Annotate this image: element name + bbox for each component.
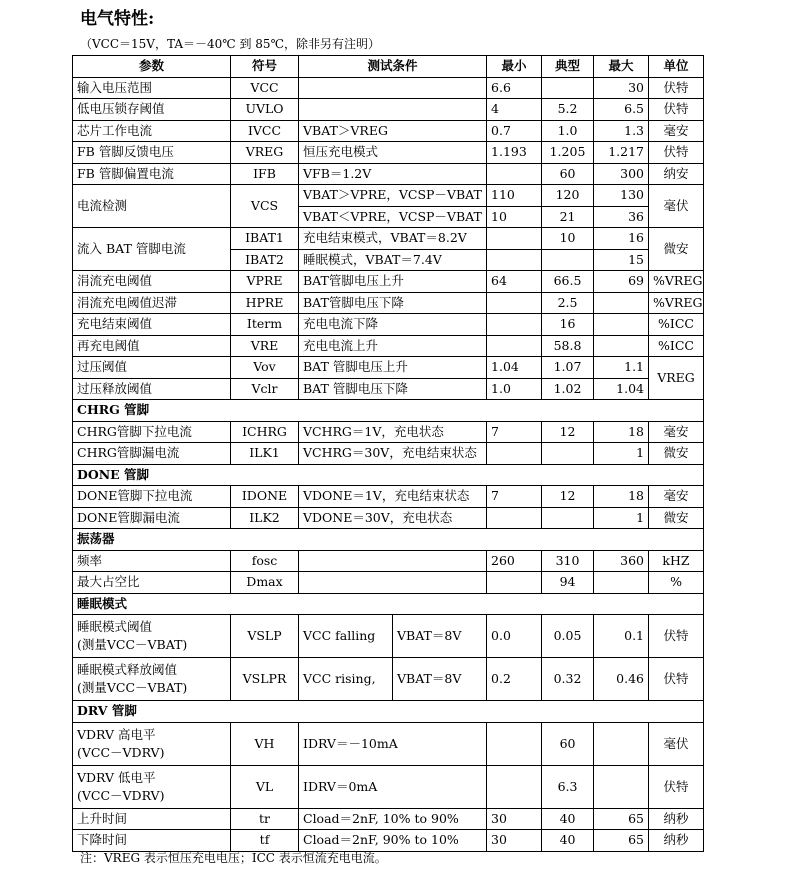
table-row (73, 507, 704, 529)
symbol-cell: Vclr (231, 378, 299, 400)
min-cell (487, 443, 542, 465)
min-cell: 1.04 (487, 357, 542, 379)
param-cell: 输入电压范围 (73, 77, 231, 99)
condition-cell: Cload＝2nF, 10% to 90% (299, 808, 487, 830)
unit-cell: %VREG (649, 292, 704, 314)
condition-cell: VCC falling (299, 615, 393, 658)
param-line-1: 睡眠模式释放阈值 (77, 662, 178, 677)
unit-cell: 伏特 (649, 142, 704, 164)
col-header-typ: 典型 (542, 56, 594, 78)
table-row (73, 830, 704, 852)
condition-cell: 充电电流上升 (299, 335, 487, 357)
symbol-cell: ILK2 (231, 507, 299, 529)
unit-cell: 伏特 (649, 765, 704, 808)
min-cell: 4 (487, 99, 542, 121)
condition-cell: IDRV＝－10mA (299, 722, 487, 765)
typ-cell (542, 77, 594, 99)
symbol-cell: VSLP (231, 615, 299, 658)
unit-cell: 毫伏 (649, 185, 704, 228)
max-cell: 65 (594, 830, 649, 852)
max-cell (594, 765, 649, 808)
max-cell: 30 (594, 77, 649, 99)
unit-cell: %ICC (649, 314, 704, 336)
typ-cell (542, 443, 594, 465)
condition-cell (299, 99, 487, 121)
symbol-cell: VSLPR (231, 658, 299, 701)
symbol-cell: HPRE (231, 292, 299, 314)
unit-cell: 微安 (649, 443, 704, 465)
min-cell (487, 507, 542, 529)
table-row (73, 99, 704, 121)
max-cell: 300 (594, 163, 649, 185)
table-row (73, 120, 704, 142)
typ-cell: 12 (542, 421, 594, 443)
table-header-row (73, 56, 704, 78)
condition-cell (299, 77, 487, 99)
symbol-cell: tf (231, 830, 299, 852)
symbol-cell: VRE (231, 335, 299, 357)
typ-cell: 5.2 (542, 99, 594, 121)
param-cell (73, 658, 231, 701)
section-drv-pin: DRV 管脚 (73, 701, 704, 723)
min-cell: 7 (487, 486, 542, 508)
max-cell: 1 (594, 507, 649, 529)
param-cell: 涓流充电阈值 (73, 271, 231, 293)
table-row (73, 808, 704, 830)
unit-cell: 微安 (649, 228, 704, 271)
min-cell (487, 249, 542, 271)
param-cell: 下降时间 (73, 830, 231, 852)
min-cell (487, 572, 542, 594)
col-header-min: 最小 (487, 56, 542, 78)
section-oscillator: 振荡器 (73, 529, 704, 551)
col-header-unit: 单位 (649, 56, 704, 78)
typ-cell: 40 (542, 808, 594, 830)
symbol-cell: VPRE (231, 271, 299, 293)
param-cell: 流入 BAT 管脚电流 (73, 228, 231, 271)
typ-cell: 40 (542, 830, 594, 852)
col-header-param: 参数 (73, 56, 231, 78)
table-row (73, 378, 704, 400)
param-line-2: (VCC－VDRV) (77, 787, 165, 803)
col-header-max: 最大 (594, 56, 649, 78)
condition-cell: VBAT＞VREG (299, 120, 487, 142)
typ-cell: 12 (542, 486, 594, 508)
param-line-2: (测量VCC－VBAT) (77, 680, 188, 695)
max-cell: 1.3 (594, 120, 649, 142)
symbol-cell: VL (231, 765, 299, 808)
table-row (73, 271, 704, 293)
min-cell: 1.193 (487, 142, 542, 164)
table-row (73, 163, 704, 185)
symbol-cell: VCS (231, 185, 299, 228)
max-cell (594, 335, 649, 357)
typ-cell: 1.07 (542, 357, 594, 379)
param-line-1: VDRV 低电平 (77, 769, 156, 785)
condition-cell: VFB＝1.2V (299, 163, 487, 185)
condition-cell: 睡眠模式，VBAT＝7.4V (299, 249, 487, 271)
condition-cell: 恒压充电模式 (299, 142, 487, 164)
condition-cell: 充电电流下降 (299, 314, 487, 336)
param-cell: 再充电阈值 (73, 335, 231, 357)
table-row (73, 185, 704, 207)
typ-cell: 0.05 (542, 615, 594, 658)
condition-cell: VCHRG＝30V，充电结束状态 (299, 443, 487, 465)
unit-cell: 伏特 (649, 658, 704, 701)
param-cell: FB 管脚偏置电流 (73, 163, 231, 185)
min-cell: 0.2 (487, 658, 542, 701)
condition-cell: VBAT＝8V (393, 615, 487, 658)
typ-cell: 58.8 (542, 335, 594, 357)
param-line-2: (VCC－VDRV) (77, 744, 165, 760)
condition-cell (299, 572, 487, 594)
symbol-cell: Dmax (231, 572, 299, 594)
table-row (73, 421, 704, 443)
param-cell: 芯片工作电流 (73, 120, 231, 142)
symbol-cell: IVCC (231, 120, 299, 142)
table-row (73, 443, 704, 465)
table-row (73, 357, 704, 379)
symbol-cell: IDONE (231, 486, 299, 508)
table-row (73, 615, 704, 658)
min-cell: 30 (487, 808, 542, 830)
typ-cell: 0.32 (542, 658, 594, 701)
typ-cell: 60 (542, 722, 594, 765)
min-cell: 110 (487, 185, 542, 207)
symbol-cell: tr (231, 808, 299, 830)
table-row (73, 77, 704, 99)
unit-cell: 伏特 (649, 99, 704, 121)
max-cell: 36 (594, 206, 649, 228)
electrical-characteristics-table (72, 55, 704, 852)
table-row (73, 572, 704, 594)
param-line-2: (测量VCC－VBAT) (77, 637, 188, 652)
min-cell: 0.7 (487, 120, 542, 142)
section-row (73, 400, 704, 422)
param-cell: 电流检测 (73, 185, 231, 228)
min-cell: 0.0 (487, 615, 542, 658)
section-row (73, 701, 704, 723)
param-cell (73, 765, 231, 808)
test-conditions: （VCC＝15V，TA＝－40℃ 到 85℃，除非另有注明） (80, 37, 380, 51)
typ-cell: 1.205 (542, 142, 594, 164)
max-cell: 6.5 (594, 99, 649, 121)
param-cell: 充电结束阈值 (73, 314, 231, 336)
table-row (73, 314, 704, 336)
condition-cell: VBAT＜VPRE，VCSP－VBAT (299, 206, 487, 228)
section-chrg-pin: CHRG 管脚 (73, 400, 704, 422)
symbol-cell: ILK1 (231, 443, 299, 465)
condition-cell: IDRV＝0mA (299, 765, 487, 808)
symbol-cell: fosc (231, 550, 299, 572)
condition-cell (299, 550, 487, 572)
max-cell (594, 292, 649, 314)
symbol-cell: UVLO (231, 99, 299, 121)
typ-cell: 1.02 (542, 378, 594, 400)
condition-cell: BAT管脚电压下降 (299, 292, 487, 314)
min-cell: 7 (487, 421, 542, 443)
typ-cell: 66.5 (542, 271, 594, 293)
unit-cell: 伏特 (649, 77, 704, 99)
unit-cell: VREG (649, 357, 704, 400)
section-done-pin: DONE 管脚 (73, 464, 704, 486)
symbol-cell: IFB (231, 163, 299, 185)
table-row (73, 765, 704, 808)
min-cell (487, 722, 542, 765)
section-row (73, 593, 704, 615)
col-header-conditions: 测试条件 (299, 56, 487, 78)
symbol-cell: Vov (231, 357, 299, 379)
table-row (73, 292, 704, 314)
symbol-cell: VREG (231, 142, 299, 164)
param-cell: 频率 (73, 550, 231, 572)
condition-cell: VCC rising, (299, 658, 393, 701)
param-cell: 过压释放阈值 (73, 378, 231, 400)
min-cell (487, 335, 542, 357)
param-line-1: 睡眠模式阈值 (77, 619, 153, 634)
symbol-cell: ICHRG (231, 421, 299, 443)
condition-cell: VBAT＞VPRE，VCSP－VBAT (299, 185, 487, 207)
unit-cell: 纳安 (649, 163, 704, 185)
typ-cell (542, 249, 594, 271)
condition-cell: 充电结束模式，VBAT＝8.2V (299, 228, 487, 250)
table-row (73, 335, 704, 357)
table-row (73, 142, 704, 164)
min-cell: 260 (487, 550, 542, 572)
section-row (73, 464, 704, 486)
min-cell: 64 (487, 271, 542, 293)
max-cell: 1.217 (594, 142, 649, 164)
condition-cell: Cload＝2nF, 90% to 10% (299, 830, 487, 852)
unit-cell: 纳秒 (649, 808, 704, 830)
table-row (73, 658, 704, 701)
min-cell (487, 292, 542, 314)
min-cell: 6.6 (487, 77, 542, 99)
max-cell (594, 572, 649, 594)
symbol-cell: IBAT1 (231, 228, 299, 250)
min-cell: 1.0 (487, 378, 542, 400)
param-cell: CHRG管脚漏电流 (73, 443, 231, 465)
typ-cell: 6.3 (542, 765, 594, 808)
typ-cell: 120 (542, 185, 594, 207)
typ-cell: 1.0 (542, 120, 594, 142)
max-cell (594, 722, 649, 765)
table-row (73, 550, 704, 572)
max-cell (594, 314, 649, 336)
unit-cell: 毫安 (649, 120, 704, 142)
unit-cell: 毫安 (649, 486, 704, 508)
condition-cell: VDONE＝30V，充电状态 (299, 507, 487, 529)
max-cell: 16 (594, 228, 649, 250)
table-row (73, 486, 704, 508)
col-header-symbol: 符号 (231, 56, 299, 78)
param-cell: 涓流充电阈值迟滞 (73, 292, 231, 314)
table-row (73, 722, 704, 765)
max-cell: 1.1 (594, 357, 649, 379)
unit-cell: %ICC (649, 335, 704, 357)
condition-cell: VCHRG＝1V，充电状态 (299, 421, 487, 443)
typ-cell: 2.5 (542, 292, 594, 314)
unit-cell: 纳秒 (649, 830, 704, 852)
max-cell: 18 (594, 421, 649, 443)
max-cell: 15 (594, 249, 649, 271)
param-cell: 过压阈值 (73, 357, 231, 379)
condition-cell: BAT 管脚电压上升 (299, 357, 487, 379)
max-cell: 360 (594, 550, 649, 572)
unit-cell: 毫安 (649, 421, 704, 443)
max-cell: 18 (594, 486, 649, 508)
unit-cell: %VREG (649, 271, 704, 293)
max-cell: 0.46 (594, 658, 649, 701)
unit-cell: 伏特 (649, 615, 704, 658)
max-cell: 1.04 (594, 378, 649, 400)
symbol-cell: IBAT2 (231, 249, 299, 271)
page-title: 电气特性: (80, 9, 155, 29)
min-cell: 10 (487, 206, 542, 228)
param-cell: 最大占空比 (73, 572, 231, 594)
max-cell: 0.1 (594, 615, 649, 658)
max-cell: 130 (594, 185, 649, 207)
min-cell: 30 (487, 830, 542, 852)
param-cell: FB 管脚反馈电压 (73, 142, 231, 164)
min-cell (487, 228, 542, 250)
typ-cell: 310 (542, 550, 594, 572)
unit-cell: 毫伏 (649, 722, 704, 765)
condition-cell: BAT管脚电压上升 (299, 271, 487, 293)
unit-cell: 微安 (649, 507, 704, 529)
condition-cell: VDONE＝1V，充电结束状态 (299, 486, 487, 508)
section-sleep-mode: 睡眠模式 (73, 593, 704, 615)
typ-cell: 60 (542, 163, 594, 185)
param-cell: DONE管脚漏电流 (73, 507, 231, 529)
max-cell: 65 (594, 808, 649, 830)
symbol-cell: Iterm (231, 314, 299, 336)
typ-cell: 10 (542, 228, 594, 250)
typ-cell (542, 507, 594, 529)
footnote: 注：VREG 表示恒压充电电压；ICC 表示恒流充电电流。 (80, 851, 387, 865)
param-cell (73, 615, 231, 658)
condition-cell: BAT 管脚电压下降 (299, 378, 487, 400)
typ-cell: 94 (542, 572, 594, 594)
min-cell (487, 765, 542, 808)
symbol-cell: VCC (231, 77, 299, 99)
max-cell: 69 (594, 271, 649, 293)
param-line-1: VDRV 高电平 (77, 726, 156, 742)
param-cell: 上升时间 (73, 808, 231, 830)
unit-cell: kHZ (649, 550, 704, 572)
unit-cell: % (649, 572, 704, 594)
param-cell: CHRG管脚下拉电流 (73, 421, 231, 443)
condition-cell: VBAT＝8V (393, 658, 487, 701)
symbol-cell: VH (231, 722, 299, 765)
min-cell (487, 163, 542, 185)
min-cell (487, 314, 542, 336)
section-row (73, 529, 704, 551)
typ-cell: 16 (542, 314, 594, 336)
param-cell: DONE管脚下拉电流 (73, 486, 231, 508)
param-cell (73, 722, 231, 765)
max-cell: 1 (594, 443, 649, 465)
typ-cell: 21 (542, 206, 594, 228)
table-row (73, 228, 704, 250)
param-cell: 低电压锁存阈值 (73, 99, 231, 121)
